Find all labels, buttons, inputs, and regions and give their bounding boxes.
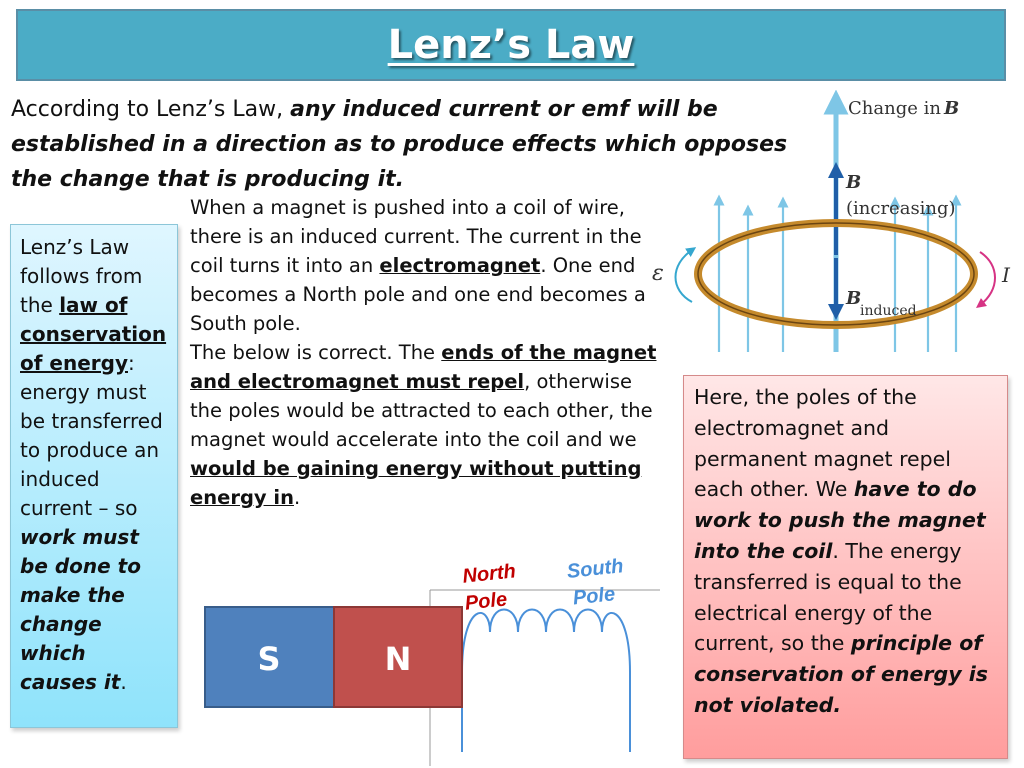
left-text-2: : energy must be transferred to produce an induced current – so xyxy=(20,351,163,520)
intro-lead: According to Lenz’s Law, xyxy=(11,97,291,122)
magnet-solenoid-diagram xyxy=(200,552,662,766)
gaining-energy-term: would be gaining energy without putting energy in xyxy=(190,457,642,509)
p2-text-a: The below is correct. The xyxy=(190,341,442,364)
north-pole-label-1: North xyxy=(461,560,517,588)
left-emphasis: work must be done to make the change which causes it xyxy=(20,525,141,694)
emf-symbol: ε xyxy=(652,261,664,286)
increasing-label: (increasing) xyxy=(846,198,956,219)
p2-text-c: , otherwise the poles would be attracted to each other, the magnet would accelerate into the coil and we xyxy=(190,370,653,451)
south-pole-label-1: South xyxy=(565,555,625,583)
law-of-conservation-term: law of conservation of energy xyxy=(20,293,167,375)
right-emphasis-b: have to do work to push the magnet into the coil xyxy=(694,477,986,563)
north-letter: N xyxy=(384,640,412,678)
page-title: Lenz’s Law xyxy=(387,22,635,68)
p2-text-e: . xyxy=(293,486,301,509)
conservation-note-box xyxy=(10,224,178,728)
must-repel-term: ends of the magnet and electromagnet must repel xyxy=(190,341,657,393)
solenoid-coil xyxy=(462,610,630,753)
explanation-paragraph-2 xyxy=(190,338,660,512)
right-emphasis-d: principle of conservation of energy is not violated. xyxy=(694,631,988,717)
south-pole-label-2: Pole xyxy=(571,583,617,610)
right-text-c: . The energy transferred is equal to the electrical energy of the current, so the xyxy=(694,538,962,656)
induced-subscript: induced xyxy=(860,303,917,319)
north-pole-label-2: Pole xyxy=(463,588,509,615)
change-in-b-label: Change in xyxy=(848,98,941,119)
explanation-text xyxy=(190,193,660,512)
current-direction-arrow xyxy=(980,252,995,305)
electromagnet-term: electromagnet xyxy=(379,254,541,277)
work-done-note-box xyxy=(683,375,1008,759)
emf-direction-arrow xyxy=(676,250,693,302)
title-bar xyxy=(16,9,1006,81)
b-symbol-label: B xyxy=(846,172,862,193)
p1-text-a: When a magnet is pushed into a coil of wire, there is an induced current. The current in the coil turns it into an xyxy=(190,196,642,277)
south-letter: S xyxy=(257,640,281,678)
b-induced-symbol: B xyxy=(846,288,862,309)
right-text-a: Here, the poles of the electromagnet and permanent magnet repel each other. We xyxy=(694,385,951,502)
explanation-paragraph-1 xyxy=(190,193,660,338)
coil-field-diagram xyxy=(648,90,1020,360)
left-text-3: . xyxy=(120,670,127,694)
intro-emphasis: any induced current or emf will be established in a direction as to produce effects which opposes the change that is producing it. xyxy=(11,97,788,192)
p1-text-c: . One end becomes a North pole and one end becomes a South pole. xyxy=(190,254,646,335)
current-symbol: I xyxy=(1002,263,1010,287)
left-text-1: Lenz’s Law follows from the xyxy=(20,235,143,317)
change-b-symbol: B xyxy=(944,98,960,119)
